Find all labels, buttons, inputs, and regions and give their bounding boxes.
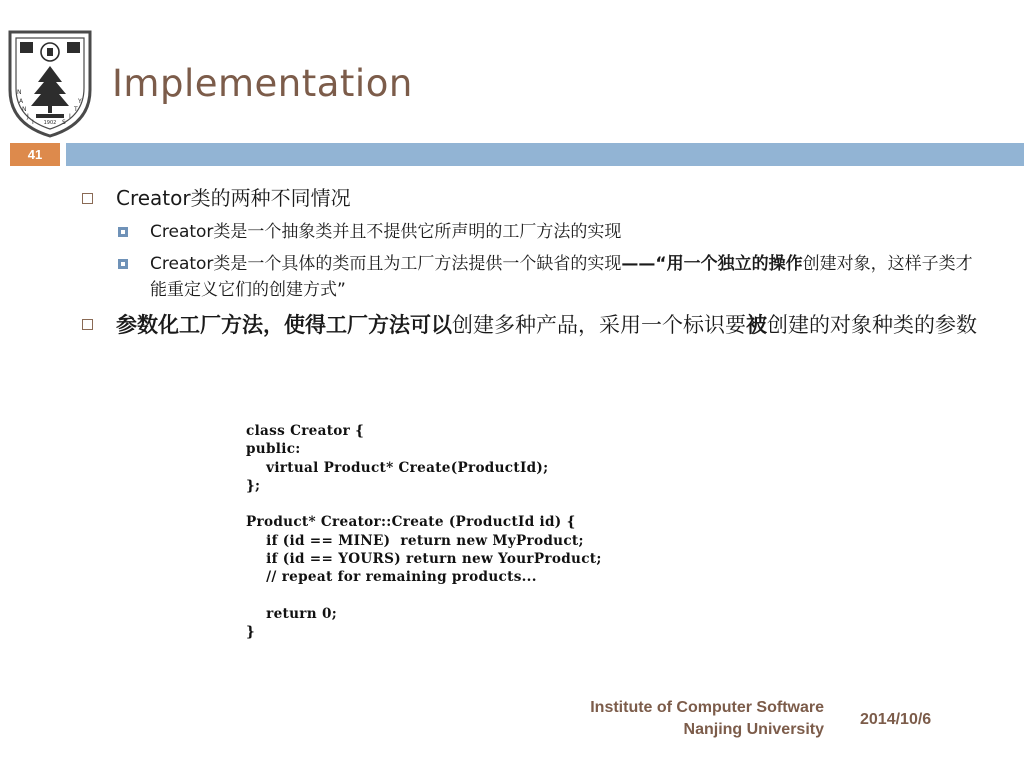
bullet-text-bold: 被 (746, 313, 767, 337)
svg-text:I: I (69, 113, 71, 120)
bullet-item (82, 183, 982, 213)
bullet-text: 类是一个具体的类而且为工厂方法提供一个缺省的实现 (213, 254, 622, 274)
footer-line: Nanjing University (683, 721, 824, 738)
bullet-text-bold: ——“用一个独立的操作 (621, 254, 803, 274)
svg-text:I: I (32, 119, 34, 126)
header-bar (66, 143, 1024, 166)
slide-date: 2014/10/6 (860, 711, 932, 728)
svg-text:S: S (62, 119, 66, 126)
code-line: class Creator { (246, 423, 365, 439)
svg-text:A: A (19, 98, 24, 105)
code-line: virtual Product* Create(ProductId); (246, 459, 549, 476)
code-line: }; (246, 477, 261, 494)
footer-institute (590, 697, 824, 741)
code-line: public: (246, 441, 301, 458)
code-line: // repeat for remaining products... (246, 569, 537, 586)
code-line: Product* Creator::Create (ProductId id) { (246, 514, 576, 531)
footer-line: Institute of Computer Software (590, 699, 824, 716)
bullet-text: Creator (150, 254, 214, 274)
nanjing-university-logo (4, 28, 96, 138)
svg-text:N: N (17, 89, 22, 96)
svg-text:N: N (22, 106, 27, 113)
bullet-text: 类是一个抽象类并且不提供它所声明的工厂方法的实现 (213, 222, 622, 242)
code-sample (246, 422, 686, 667)
bullet-text: 创建对象，这样子类才能重定义它们的创建方式” (150, 254, 973, 300)
bullet-item (82, 309, 982, 341)
square-bullet-icon (82, 193, 93, 204)
page-number: 41 (27, 147, 43, 162)
filled-square-bullet-icon (118, 259, 128, 269)
bullet-text-bold: 参数化工厂方法，使得工厂方法可以 (116, 313, 452, 337)
code-block (246, 422, 686, 642)
bullet-list (82, 183, 982, 347)
slide-title: Implementation (112, 62, 413, 105)
code-line: if (id == YOURS) return new YourProduct; (246, 551, 602, 568)
svg-text:1902: 1902 (43, 120, 57, 126)
code-line: return 0; (246, 605, 338, 622)
page-number-badge (10, 143, 60, 166)
sub-bullet-item (82, 251, 982, 303)
bullet-text: Creator (116, 186, 191, 210)
code-line: } (246, 624, 256, 641)
square-bullet-icon (82, 319, 93, 330)
sub-bullet-item (82, 219, 982, 245)
svg-text:J: J (27, 113, 29, 120)
svg-text:T: T (74, 106, 78, 113)
filled-square-bullet-icon (118, 227, 128, 237)
bullet-text: Creator (150, 222, 214, 242)
code-line: if (id == MINE) return new MyProduct; (246, 532, 584, 549)
bullet-text: 类的两种不同情况 (190, 186, 351, 210)
svg-text:Y: Y (78, 98, 82, 105)
bullet-text: 创建的对象种类的参数 (767, 313, 977, 337)
bullet-text: 创建多种产品，采用一个标识要 (452, 313, 746, 337)
